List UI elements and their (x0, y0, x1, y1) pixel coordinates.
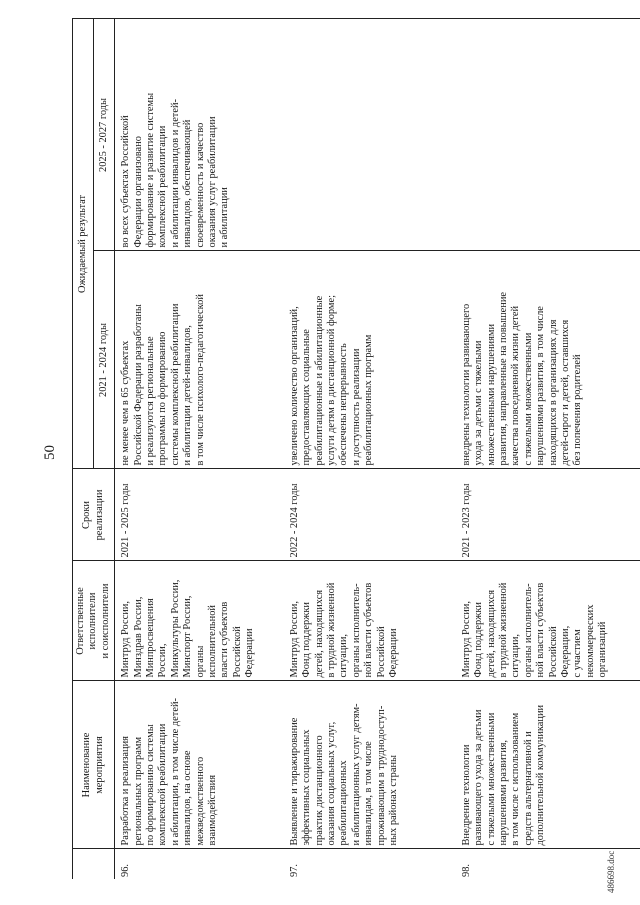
header-expected-result: Ожидаемый результат (73, 19, 94, 469)
result-2021-2024: увеличено количество организаций, предоставляющих социальные реабилитационные и абилитационные услуги детям в дистанционной форме; обеспечены непрерывность и доступность реализации реабилитационных программ (287, 251, 459, 469)
result-2025-2027: во всех субъектах Российской Федерации организовано формирование и развитие системы комплексной реабилитации и абилитации инвалидов и детей- инвалидов, обеспечивающей своевременность и качество оказания услуг реабилитации и абилитации (115, 19, 287, 251)
header-term: Сроки реализации (73, 469, 115, 561)
row-number: 98. (459, 849, 640, 879)
table-row (459, 19, 640, 879)
table-row (115, 19, 287, 879)
header-name: Наименование мероприятия (73, 681, 115, 849)
header-2025-2027: 2025 - 2027 годы (94, 19, 115, 251)
measure-name: Разработка и реализация региональных программ по формированию системы комплексной реабилитации и абилитации, в том числе детей- инвалидов, на основе межведомственного взаимодействия (115, 681, 287, 849)
document-code: 486698.doc (606, 850, 616, 893)
responsible-executors: Минтруд России, Фонд поддержки детей, находящихся в трудной жизненной ситуации, органы исполнитель- ной власти субъектов Российской Федерации (287, 561, 459, 681)
measures-table (72, 18, 640, 879)
measure-name: Внедрение технологии развивающего ухода за детьми с тяжелыми множественными нарушениями развития, в том числе с использованием средств альтернативной и дополнительной коммуникации (459, 681, 640, 849)
responsible-executors: Минтруд России, Минздрав России, Минпросвещения России, Минкультуры России, Минспорт России, органы исполнительной власти субъектов Российской Федерации (115, 561, 287, 681)
result-2025-2027 (459, 19, 640, 251)
row-number: 96. (115, 849, 287, 879)
result-2021-2024: внедрены технологии развивающего ухода за детьми с тяжелыми множественными нарушениями развития, направленные на повышение качества повседневной жизни детей с тяжелыми множественными нарушениями развития, в том числе находящихся в организациях для детей-сирот и детей, оставшихся без попечения родителей (459, 251, 640, 469)
row-number: 97. (287, 849, 459, 879)
result-2025-2027 (287, 19, 459, 251)
implementation-term: 2021 - 2023 годы (459, 469, 640, 561)
table-row (287, 19, 459, 879)
header-responsible: Ответственные исполнители и соисполнители (73, 561, 115, 681)
implementation-term: 2022 - 2024 годы (287, 469, 459, 561)
measure-name: Выявление и тиражирование эффективных социальных практик дистанционного оказания социальных услуг, реабилитационных и абилитационных услуг детям- инвалидам, в том числе проживающим в труднодоступ- ных районах страны (287, 681, 459, 849)
page-number: 50 (42, 445, 58, 460)
header-2021-2024: 2021 - 2024 годы (94, 251, 115, 469)
responsible-executors: Минтруд России, Фонд поддержки детей, находящихся в трудной жизненной ситуации, органы исполнитель- ной власти субъектов Российской Федерации, с участием некоммерческих организаций (459, 561, 640, 681)
header-number (73, 849, 115, 879)
implementation-term: 2021 - 2025 годы (115, 469, 287, 561)
result-2021-2024: не менее чем в 65 субъектах Российской Федерации разработаны и реализуются региональные программы по формированию системы комплексной реабилитации и абилитации детей-инвалидов, в том числе психолого-педагогической (115, 251, 287, 469)
